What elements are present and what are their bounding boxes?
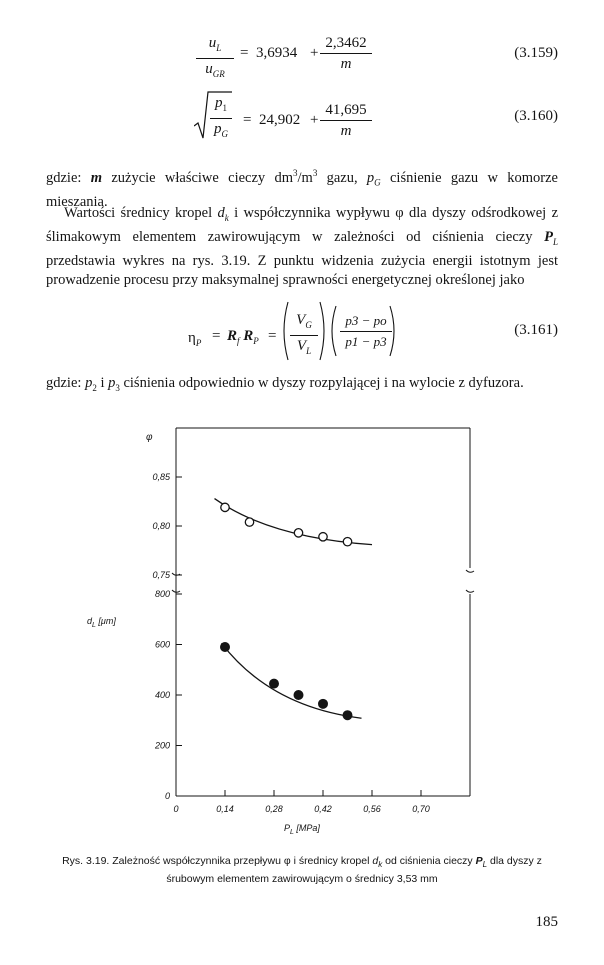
eq161-number: (3.161): [514, 322, 558, 338]
eq159-number: (3.159): [514, 45, 558, 61]
eq160-constant: 24,902: [259, 112, 301, 128]
axis-break-right-2: [466, 590, 474, 592]
eq160-plus: +: [310, 112, 319, 128]
x-tick-label: 0,28: [265, 804, 283, 814]
paragraph-2: Wartości średnicy kropel $d_k$ i współczynnika wypływu φ dla dyszy odśrodkowej z ślimakowym elementem zawirowującym w zależności od ciśnienia cieczy $P_L$ przedstawia wykres na rys. 3.19. Z punktu widzenia zużycia energii istotnym jest prowadzenie procesu przy maksymalnej sprawności energetycznej określonej jako: [46, 205, 559, 288]
x-tick-label: 0,70: [412, 804, 430, 814]
eq161-fraction-2: p3 − po p1 − p3: [340, 312, 392, 351]
y-tick-label-lower: 0: [164, 791, 170, 801]
figure-caption: Rys. 3.19. Zależność współczynnika przepływu φ i średnicy kropel $d_k$ od ciśnienia cieczy $P_L$ dla dyszy z śrubowym elementem zawirowującym o średnicy 3,53 mm: [62, 855, 542, 886]
dl-data-point: [294, 691, 303, 700]
x-tick-label: 0,56: [363, 804, 381, 814]
y-tick-label-lower: 400: [154, 690, 170, 700]
paragraph-3: gdzie: $p_2$ i $p_3$ ciśnienia odpowiednio w dyszy rozpylającej i na wylocie z dyfuzora.: [46, 375, 524, 393]
x-tick-label: 0,14: [216, 804, 234, 814]
y-tick-label-lower: 600: [154, 639, 170, 650]
dl-fit-curve: [222, 643, 362, 718]
axis-break-right: [466, 570, 474, 572]
y-tick-label-lower: 200: [154, 740, 170, 751]
x-label: $P_L$ [MPa]: [284, 823, 320, 836]
phi-data-point: [221, 503, 229, 511]
phi-data-point: [343, 537, 351, 545]
eq160-fraction: 41,695 m: [320, 101, 372, 140]
eq161-equals-1: =: [212, 328, 221, 344]
y-label-dl: $d_L$ [μm]: [87, 616, 116, 629]
dl-data-point: [221, 643, 230, 652]
phi-data-point: [294, 529, 302, 537]
dl-data-point: [319, 699, 328, 708]
eq159-constant: 3,6934: [256, 45, 298, 61]
eq159-fraction: 2,3462 m: [320, 34, 372, 73]
eq161-rf-rp: $R_f$ $R_P$: [227, 328, 259, 346]
eq159-plus: +: [310, 45, 319, 61]
y-tick-label-lower: 800: [154, 589, 170, 599]
phi-data-point: [245, 518, 253, 526]
eq161-equals-2: =: [268, 328, 277, 344]
eq159-lhs-fraction: $u_L$ $u_{GR}$: [196, 34, 234, 83]
eq161-fraction-1: $V_G$ $V_L$: [290, 311, 318, 360]
y-label-phi: φ: [146, 432, 153, 443]
y-tick-label-upper: 0,80: [152, 521, 170, 531]
figure-3-19: [0, 420, 604, 850]
phi-data-point: [319, 533, 327, 541]
eq160-equals: =: [243, 112, 252, 128]
x-tick-label: 0,42: [314, 804, 332, 814]
page-number: 185: [535, 914, 558, 930]
eq160-number: (3.160): [514, 108, 558, 124]
eta-p: $\eta_P$: [188, 330, 202, 348]
eq160-lhs-fraction: $p_1$ $p_G$: [210, 94, 232, 143]
x-tick-label: 0: [173, 804, 179, 814]
eq159-equals: =: [240, 45, 249, 61]
y-tick-label-upper: 0,75: [152, 570, 170, 580]
paragraph-1: gdzie: m zużycie właściwe cieczy $dm^3/m^3$ gazu, $p_G$ ciśnienie gazu w komorze mieszania.: [46, 168, 558, 210]
dl-data-point: [343, 711, 352, 720]
y-tick-label-upper: 0,85: [152, 472, 170, 482]
dl-data-point: [270, 679, 279, 688]
